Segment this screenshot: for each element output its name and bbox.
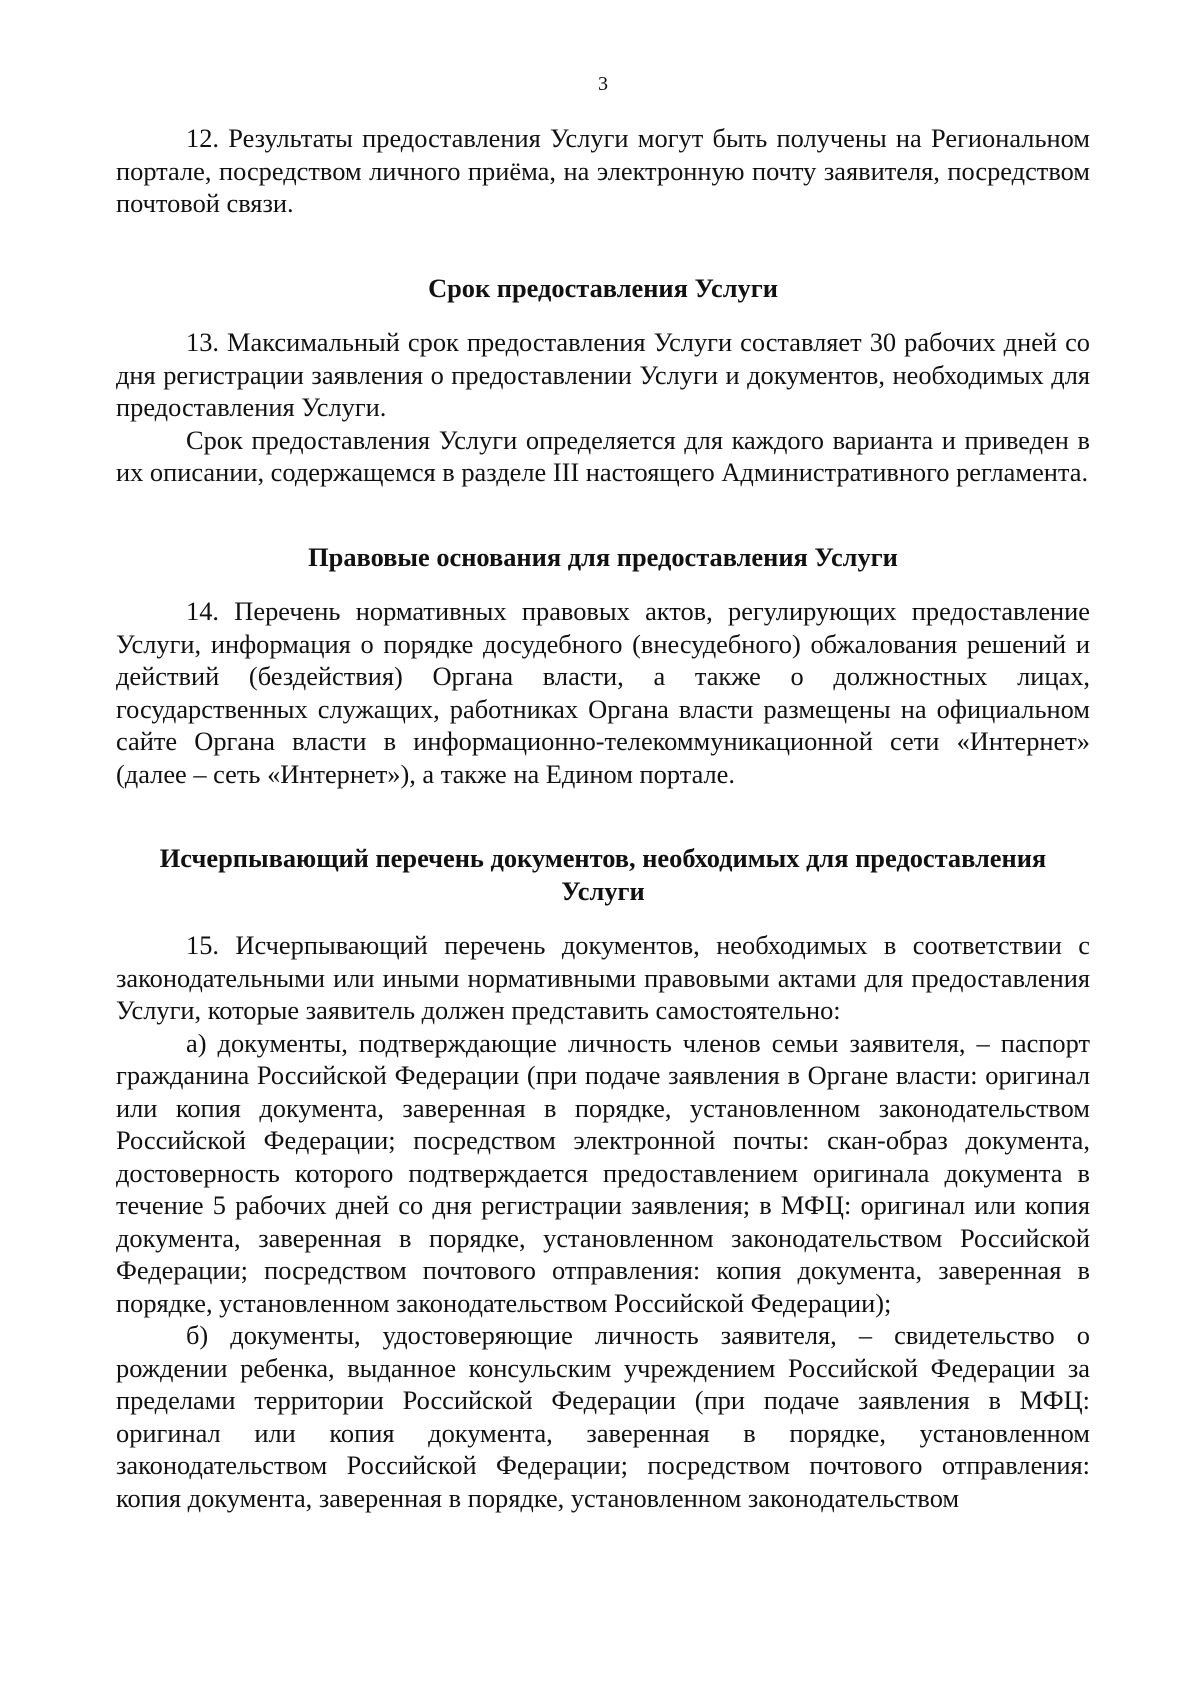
- heading-service-term: Срок предоставления Услуги: [428, 272, 778, 303]
- paragraph-13: 13. Максимальный срок предоставления Услуги составляет 30 рабочих дней со дня регистрации заявления о предоставлении Услуги и документов, необходимых для предоставления Услуги.: [116, 327, 1090, 422]
- heading-legal-basis: Правовые основания для предоставления Услуги: [308, 541, 898, 572]
- paragraph-15-a: а) документы, подтверждающие личность членов семьи заявителя, – паспорт гражданина Российской Федерации (при подаче заявления в Органе власти: оригинал или копия документа, заверенная в порядке, установленном законодательством Российской Федерации; посредством электронной почты: скан-образ документа, достоверность которого подтверждается предоставлением оригинала документа в течение 5 рабочих дней со дня регистрации заявления; в МФЦ: оригинал или копия документа, заверенная в порядке, установленном законодательством Российской Федерации; посредством почтового отправления: копия документа, заверенная в порядке, установленном законодательством Российской Федерации);: [116, 1027, 1090, 1318]
- page-number: 3: [598, 73, 608, 95]
- paragraph-15: 15. Исчерпывающий перечень документов, необходимых в соответствии с законодательными или иными нормативными правовыми актами для предоставления Услуги, которые заявитель должен представить самостоятельно:: [116, 930, 1090, 1025]
- document-body: [116, 122, 1090, 1514]
- paragraph-12: 12. Результаты предоставления Услуги могут быть получены на Региональном портале, посредством личного приёма, на электронную почту заявителя, посредством почтовой связи.: [116, 123, 1090, 218]
- paragraph-13-continued: Срок предоставления Услуги определяется для каждого варианта и приведен в их описании, содержащемся в разделе III настоящего Административного регламента.: [116, 424, 1090, 487]
- heading-required-documents: Исчерпывающий перечень документов, необходимых для предоставления Услуги: [159, 843, 1047, 906]
- paragraph-15-b: б) документы, удостоверяющие личность заявителя, – свидетельство о рождении ребенка, выданное консульским учреждением Российской Федерации за пределами территории Российской Федерации (при подаче заявления в МФЦ: оригинал или копия документа, заверенная в порядке, установленном законодательством Российской Федерации; посредством почтового отправления: копия документа, заверенная в порядке, установленном законодательством: [116, 1320, 1090, 1513]
- paragraph-14: 14. Перечень нормативных правовых актов, регулирующих предоставление Услуги, информация о порядке досудебного (внесудебного) обжалования решений и действий (бездействия) Органа власти, а также о должностных лицах, государственных служащих, работниках Органа власти размещены на официальном сайте Органа власти в информационно-телекоммуникационной сети «Интернет» (далее – сеть «Интернет»), а также на Едином портале.: [116, 596, 1090, 789]
